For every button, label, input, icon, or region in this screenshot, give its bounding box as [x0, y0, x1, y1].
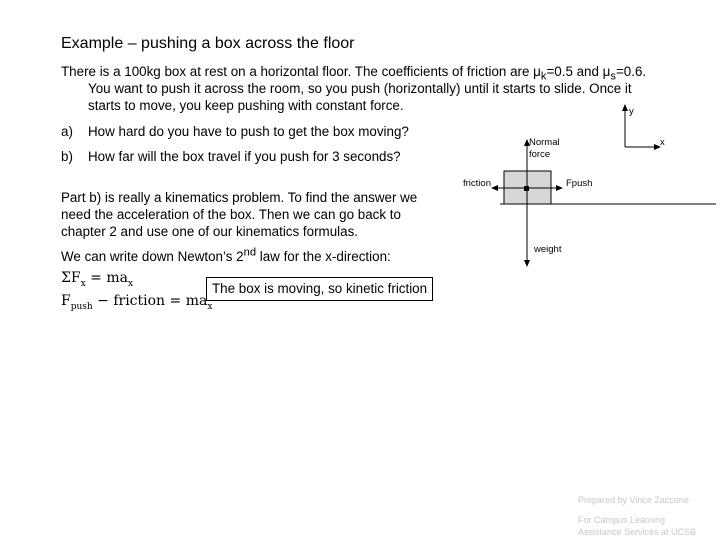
normal-force-label-2: force — [529, 149, 551, 160]
problem-line-1: There is a 100kg box at rest on a horizontal floor. The coefficients of friction are $\mu_k=0.5$ and $\mu_s=0.6$. — [61, 64, 647, 83]
kinetic-friction-callout: The box is moving, so kinetic friction — [206, 277, 433, 301]
friction-label: friction — [463, 178, 491, 189]
question-text: How far will the box travel if you push for 3 seconds? — [88, 149, 401, 164]
mu-k-subscript: k — [540, 70, 547, 83]
friction-arrowhead — [491, 185, 498, 191]
equation-fpush-friction: $F_{push}$ − friction = $ma_x$ — [61, 293, 213, 312]
push-arrowhead — [556, 185, 563, 191]
newton-law-text: We can write down Newton’s 2nd law for the x-direction: — [61, 246, 391, 264]
problem-line-3: starts to move, you keep pushing with constant force. — [88, 98, 404, 113]
y-axis-label: y — [629, 106, 634, 117]
weight-arrowhead — [524, 260, 530, 267]
footer-credit: Prepared by Vince Zaccone — [578, 495, 689, 505]
question-text: How hard do you have to push to get the box moving? — [88, 124, 409, 139]
part-b-line: Part b) is really a kinematics problem. To find the answer we — [61, 190, 418, 205]
question-label: a) — [61, 124, 73, 139]
part-b-line: need the acceleration of the box. Then we can go back to — [61, 207, 401, 222]
footer-org-line-2: Assistance Services at UCSB — [578, 527, 697, 537]
weight-label: weight — [534, 244, 562, 255]
equation-sum-forces: $\Sigma F_x = ma_x$ — [61, 270, 134, 289]
slide-title: Example – pushing a box across the floor — [61, 35, 355, 52]
problem-line-2: You want to push it across the room, so you push (horizontally) until it starts to slide. Once it — [88, 81, 632, 96]
normal-force-label-1: Normal — [529, 137, 560, 148]
fpush-label: Fpush — [566, 178, 593, 189]
x-axis-label: x — [660, 137, 665, 148]
mu-s-subscript: s — [610, 70, 616, 83]
footer-org-line-1: For Campus Learning — [578, 515, 666, 525]
question-label: b) — [61, 149, 73, 164]
part-b-line: chapter 2 and use one of our kinematics formulas. — [61, 224, 358, 239]
y-axis-arrowhead — [622, 104, 628, 111]
